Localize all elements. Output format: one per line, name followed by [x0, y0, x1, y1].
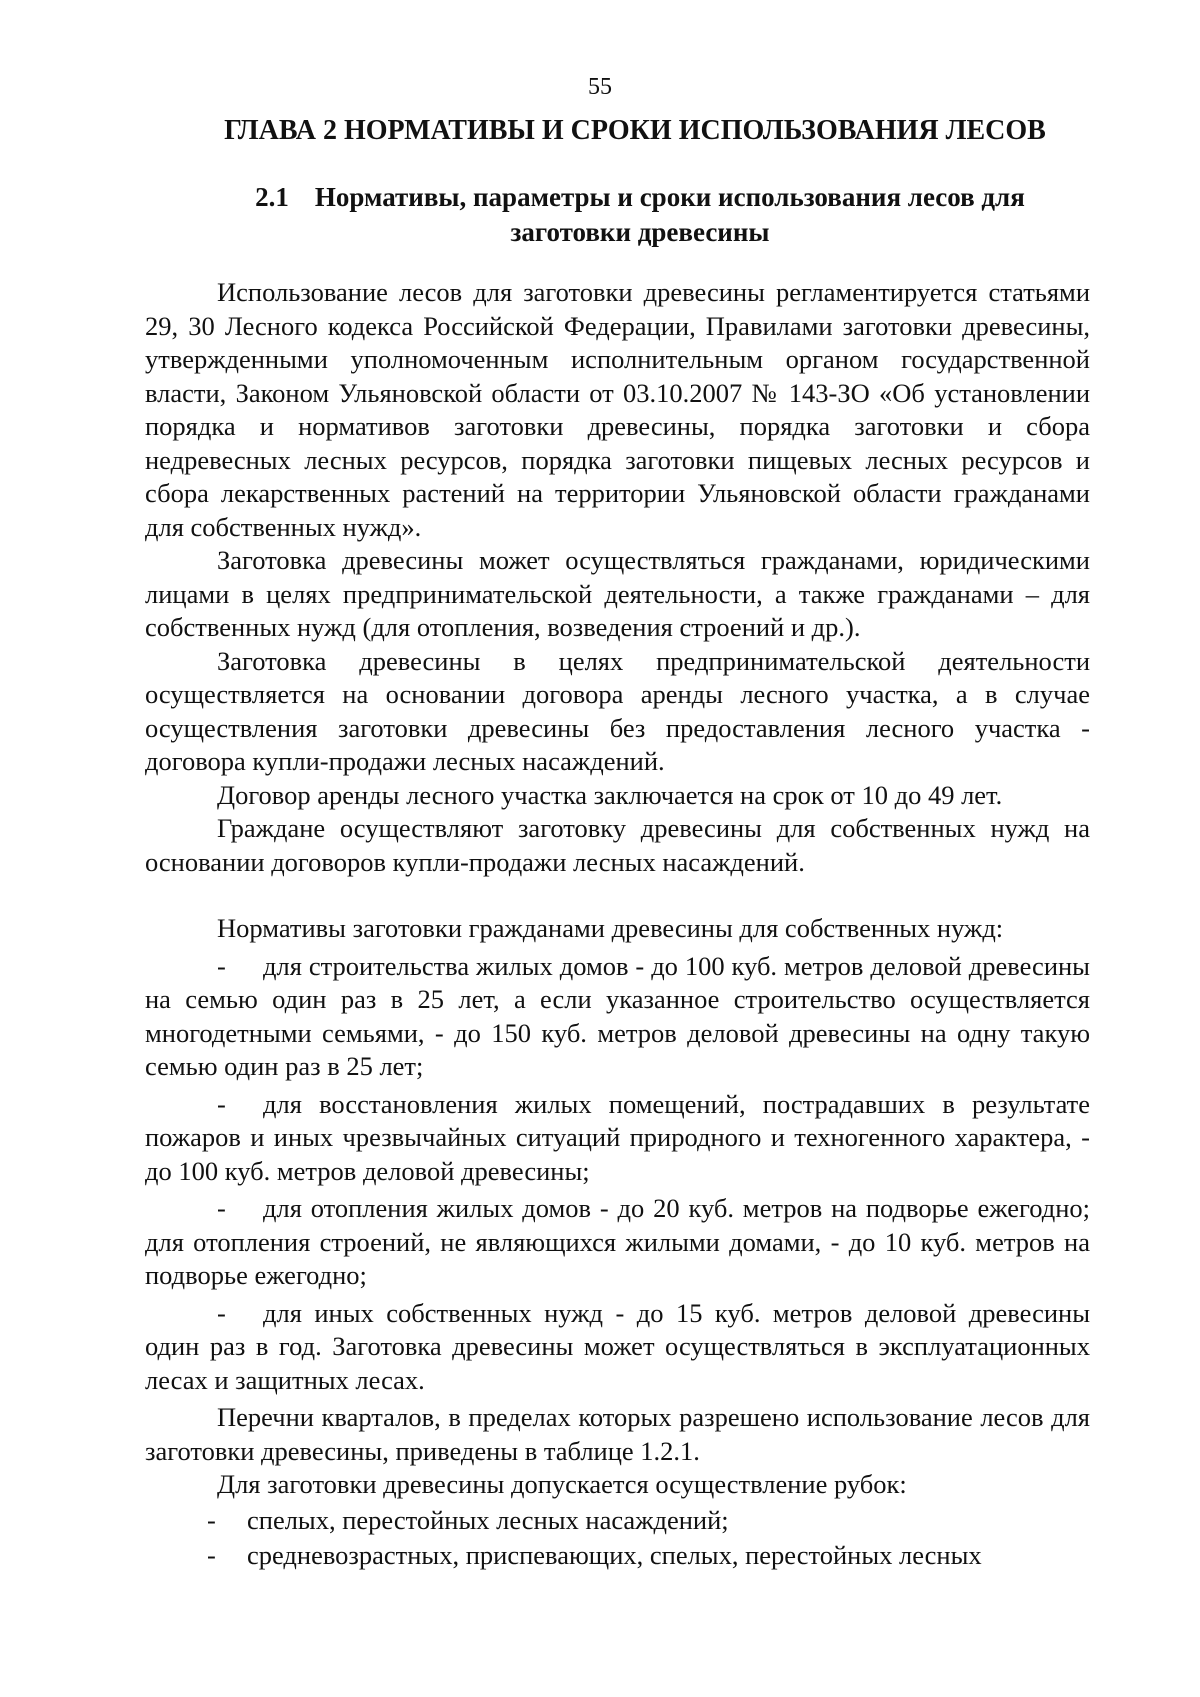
- page-number: 55: [588, 74, 612, 100]
- section-title-text-1: Нормативы, параметры и сроки использования лесов для: [314, 182, 1025, 212]
- list-dash: -: [217, 1193, 226, 1223]
- norm-item-heating: [145, 1192, 1090, 1293]
- paragraph-norms-heading: Нормативы заготовки гражданами древесины для собственных нужд:: [217, 913, 1004, 943]
- norm-item-other: [145, 1297, 1090, 1398]
- norm-item-restoration-text: для восстановления жилых помещений, пострадавших в результате пожаров и иных чрезвычайных ситуаций природного и техногенного характера, - до 100 куб. метров деловой древесины;: [145, 1088, 1090, 1186]
- paragraph-cuttings-allowed: Для заготовки древесины допускается осуществление рубок:: [217, 1469, 907, 1499]
- list-dash: -: [207, 1504, 216, 1535]
- bullet-item-middle-aged: [145, 1539, 1090, 1573]
- list-dash: -: [217, 1088, 226, 1119]
- paragraph-legal-basis: Использование лесов для заготовки древесины регламентируется статьями 29, 30 Лесного кодекса Российской Федерации, Правилами заготовки древесины, утвержденными уполномоченным исполнительным органом государственной власти, Законом Ульяновской области от 03.10.2007 № 143-ЗО «Об установлении порядка и нормативов заготовки древесины, порядка заготовки и сбора недревесных лесных ресурсов, порядка заготовки пищевых лесных ресурсов и сбора лекарственных растений на территории Ульяновской области гражданами для собственных нужд».: [145, 277, 1090, 542]
- section-body: [145, 276, 1090, 1573]
- list-dash: -: [207, 1540, 216, 1570]
- paragraph-quarters-table: Перечни кварталов, в пределах которых разрешено использование лесов для заготовки древесины, приведены в таблице 1.2.1.: [145, 1402, 1090, 1466]
- paragraph-who-harvests: Заготовка древесины может осуществляться гражданами, юридическими лицами в целях предпринимательской деятельности, а также гражданами – для собственных нужд (для отопления, возведения строений и др.).: [145, 545, 1090, 642]
- section-title: [160, 180, 1120, 250]
- section-title-line-1: [160, 180, 1120, 215]
- norm-item-housing: [145, 950, 1090, 1084]
- norm-item-housing-text: для строительства жилых домов - до 100 куб. метров деловой древесины на семью один раз в 25 лет, а если указанное строительство осуществляется многодетными семьями, - до 150 куб. метров деловой древесины на одну такую семью один раз в 25 лет;: [145, 950, 1090, 1081]
- section-number: 2.1: [255, 182, 289, 212]
- list-dash: -: [217, 950, 226, 981]
- norm-item-other-text: для иных собственных нужд - до 15 куб. метров деловой древесины один раз в год. Заготовка древесины может осуществляться в эксплуатационных лесах и защитных лесах.: [145, 1297, 1090, 1395]
- chapter-title: ГЛАВА 2 НОРМАТИВЫ И СРОКИ ИСПОЛЬЗОВАНИЯ ЛЕСОВ: [224, 115, 1046, 146]
- norm-item-restoration: [145, 1088, 1090, 1189]
- paragraph-citizens: Граждане осуществляют заготовку древесины для собственных нужд на основании договоров купли-продажи лесных насаждений.: [145, 813, 1090, 877]
- paragraph-business-harvesting: Заготовка древесины в целях предпринимательской деятельности осуществляется на основании договора аренды лесного участка, а в случае осуществления заготовки древесины без предоставления лесного участка - договора купли-продажи лесных насаждений.: [145, 645, 1090, 776]
- bullet-item-middle-aged-text: средневозрастных, приспевающих, спелых, перестойных лесных: [247, 1540, 982, 1570]
- section-title-line-2: заготовки древесины: [510, 217, 770, 247]
- bullet-item-mature: [145, 1504, 1090, 1538]
- paragraph-lease-term: Договор аренды лесного участка заключается на срок от 10 до 49 лет.: [217, 779, 1003, 810]
- norm-item-heating-text: для отопления жилых домов - до 20 куб. метров на подворье ежегодно; для отопления строений, не являющихся жилыми домами, - до 10 куб. метров на подворье ежегодно;: [145, 1193, 1090, 1290]
- list-dash: -: [217, 1297, 226, 1328]
- bullet-item-mature-text: спелых, перестойных лесных насаждений;: [247, 1504, 729, 1535]
